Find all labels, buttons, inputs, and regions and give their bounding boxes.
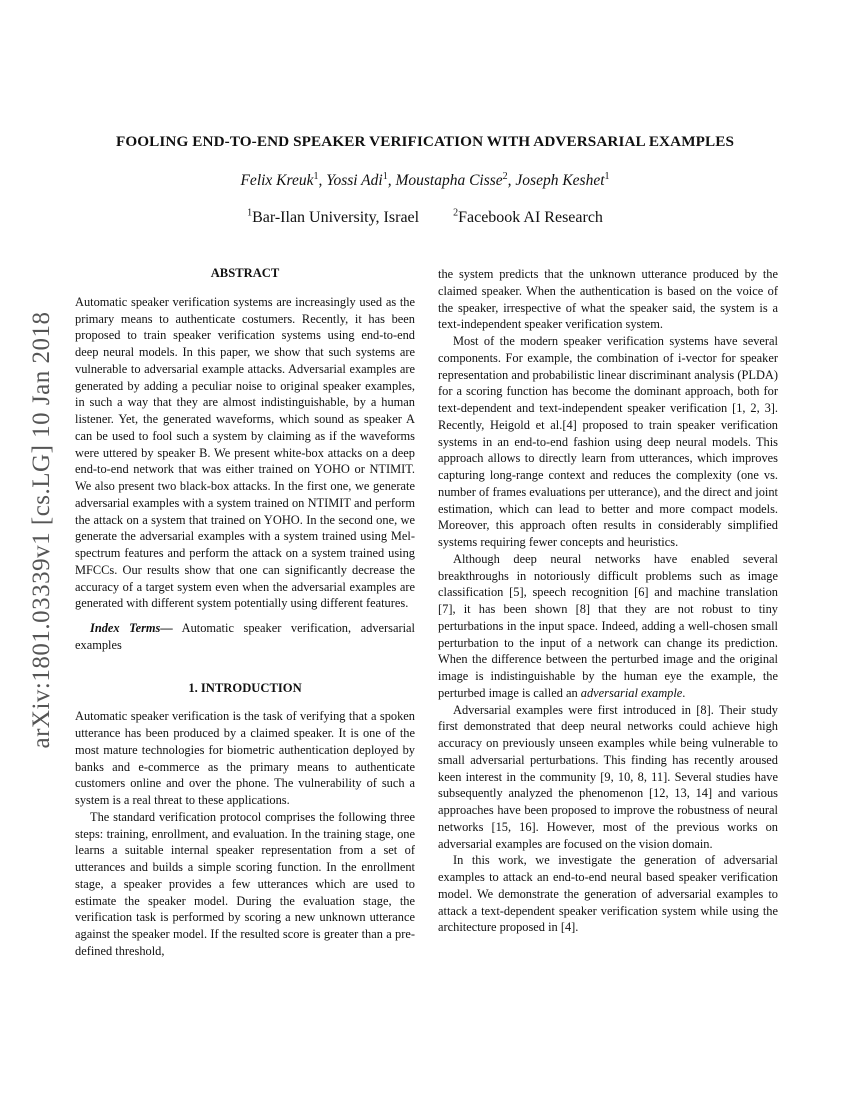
adversarial-example-term: adversarial example	[580, 685, 683, 700]
introduction-heading: 1. INTRODUCTION	[188, 680, 302, 695]
index-terms-label: Index Terms—	[90, 621, 173, 635]
right-column	[438, 266, 778, 936]
left-column	[75, 265, 415, 960]
intro-paragraph-4: Most of the modern speaker verification systems have several components. For example, the combination of i-vector for speaker representation and probabilistic linear discriminant analysis (PLDA) for a scoring function has become the dominant approach, both for text-dependent and text-independent speaker verification [1, 2, 3]. Recently, Heigold et al.[4] proposed to train speaker verification systems in an end-to-end fashion using deep neural models. This approach allows to directly learn from utterances, which improves capturing long-range context and reduces the complexity (one vs. number of frames evaluations per utterance), and the direct and joint estimation, which can lead to better and more compact models. Moreover, this approach often results in considerably simplified systems requiring fewer concepts and heuristics.	[438, 334, 778, 549]
intro-paragraph-6: Adversarial examples were first introduced in [8]. Their study first demonstrated that deep neural networks could achieve high accuracy on previously unseen examples while being vulnerable to small adversarial perturbations. This finding has recently aroused keen interest in the community [9, 10, 8, 11]. Several studies have subsequently analyzed the phenomenon [12, 13, 14] and various approaches have been proposed to improve the robustness of neural networks [15, 16]. However, most of the previous works on adversarial examples are focused on the vision domain.	[438, 702, 778, 851]
intro-paragraph-1: Automatic speaker verification is the task of verifying that a spoken utterance has been produced by a claimed speaker. It is one of the most mature technologies for biometric authentication deployed by banks and e-commerce as the primary means to authenticate customers online and over the phone. The vulnerability of such a system is a real threat to these applications.	[75, 709, 415, 807]
author: Felix Kreuk$^1$,	[240, 170, 327, 189]
paper-title: FOOLING END-TO-END SPEAKER VERIFICATION WITH ADVERSARIAL EXAMPLES	[115, 133, 735, 150]
index-terms	[75, 620, 415, 654]
abstract-text: Automatic speaker verification systems are increasingly used as the primary means to authenticate costumers. Recently, it has been proposed to train speaker verification systems using end-to-end deep neural models. In this paper, we show that such systems are vulnerable to adversarial example attacks. Adversarial examples are generated by adding a peculiar noise to original speaker examples, in such a way that they are almost indistinguishable, by a human listener. Yet, the generated waveforms, which sound as speaker A can be used to fool such a system by claiming as if the waveforms were uttered by speaker B. We present white-box attacks on a deep end-to-end network that was either trained on YOHO or NTIMIT. We also present two black-box attacks. In the first one, we generate adversarial examples with a system trained on NTIMIT and perform the attack on a system that trained on YOHO. In the second one, we generate the adversarial examples with a system trained using Mel-spectrum features and perform the attack on a system trained using MFCCs. Our results show that one can significantly decrease the accuracy of a target system even when the adversarial examples are generated with different system potentially using different features.	[75, 294, 415, 611]
author: Moustapha Cisse$^2$,	[395, 170, 516, 189]
intro-paragraph-7: In this work, we investigate the generation of adversarial examples to attack an end-to-end neural based speaker verification model. We demonstrate the generation of adversarial examples to attack a text-dependent speaker verification system while using the architecture proposed in [4].	[438, 853, 778, 935]
author: Yossi Adi$^1$,	[326, 170, 396, 189]
intro-paragraph-5: Although deep neural networks have enabled several breakthroughs in notoriously difficult problems such as image classification [5], speech recognition [6] and machine translation [7], it has been shown [8] that they are not robust to tiny perturbations in the input space. Indeed, adding a well-chosen small perturbation to the input of a network can change its prediction. When the difference between the perturbed image and the original image is indistinguishable by the human eye the example, the perturbed image is called an adversarial example.	[438, 551, 778, 700]
affiliation: $^2$Facebook AI Research	[453, 207, 603, 226]
author: Joseph Keshet$^1$	[515, 170, 610, 189]
affiliation-list	[40, 209, 810, 227]
intro-paragraph-2: The standard verification protocol comprises the following three steps: training, enrollment, and evaluation. In the training stage, one learns a suitable internal speaker representation from a set of utterances and builds a simple scoring function. In the enrollment stage, a speaker provides a few utterances which are used to estimate the speaker model. During the evaluation stage, the verification task is performed by scoring a new unknown utterance against the speaker model. If the resulted score is greater than a pre-defined threshold,	[75, 809, 415, 958]
affiliation: $^1$Bar-Ilan University, Israel	[247, 207, 420, 226]
index-terms-text: Automatic speaker verification, adversarial examples	[75, 621, 415, 652]
intro-paragraph-3: the system predicts that the unknown utterance produced by the claimed speaker. When the authentication is based on the voice of the speaker, irrespective of what the speaker said, the system is a text-independent speaker verification system.	[438, 267, 778, 332]
arxiv-sidebar	[24, 300, 60, 760]
abstract-heading: ABSTRACT	[210, 266, 280, 280]
author-list	[40, 172, 810, 190]
arxiv-identifier: arXiv:1801.03339v1 [cs.LG] 10 Jan 2018	[28, 311, 55, 749]
